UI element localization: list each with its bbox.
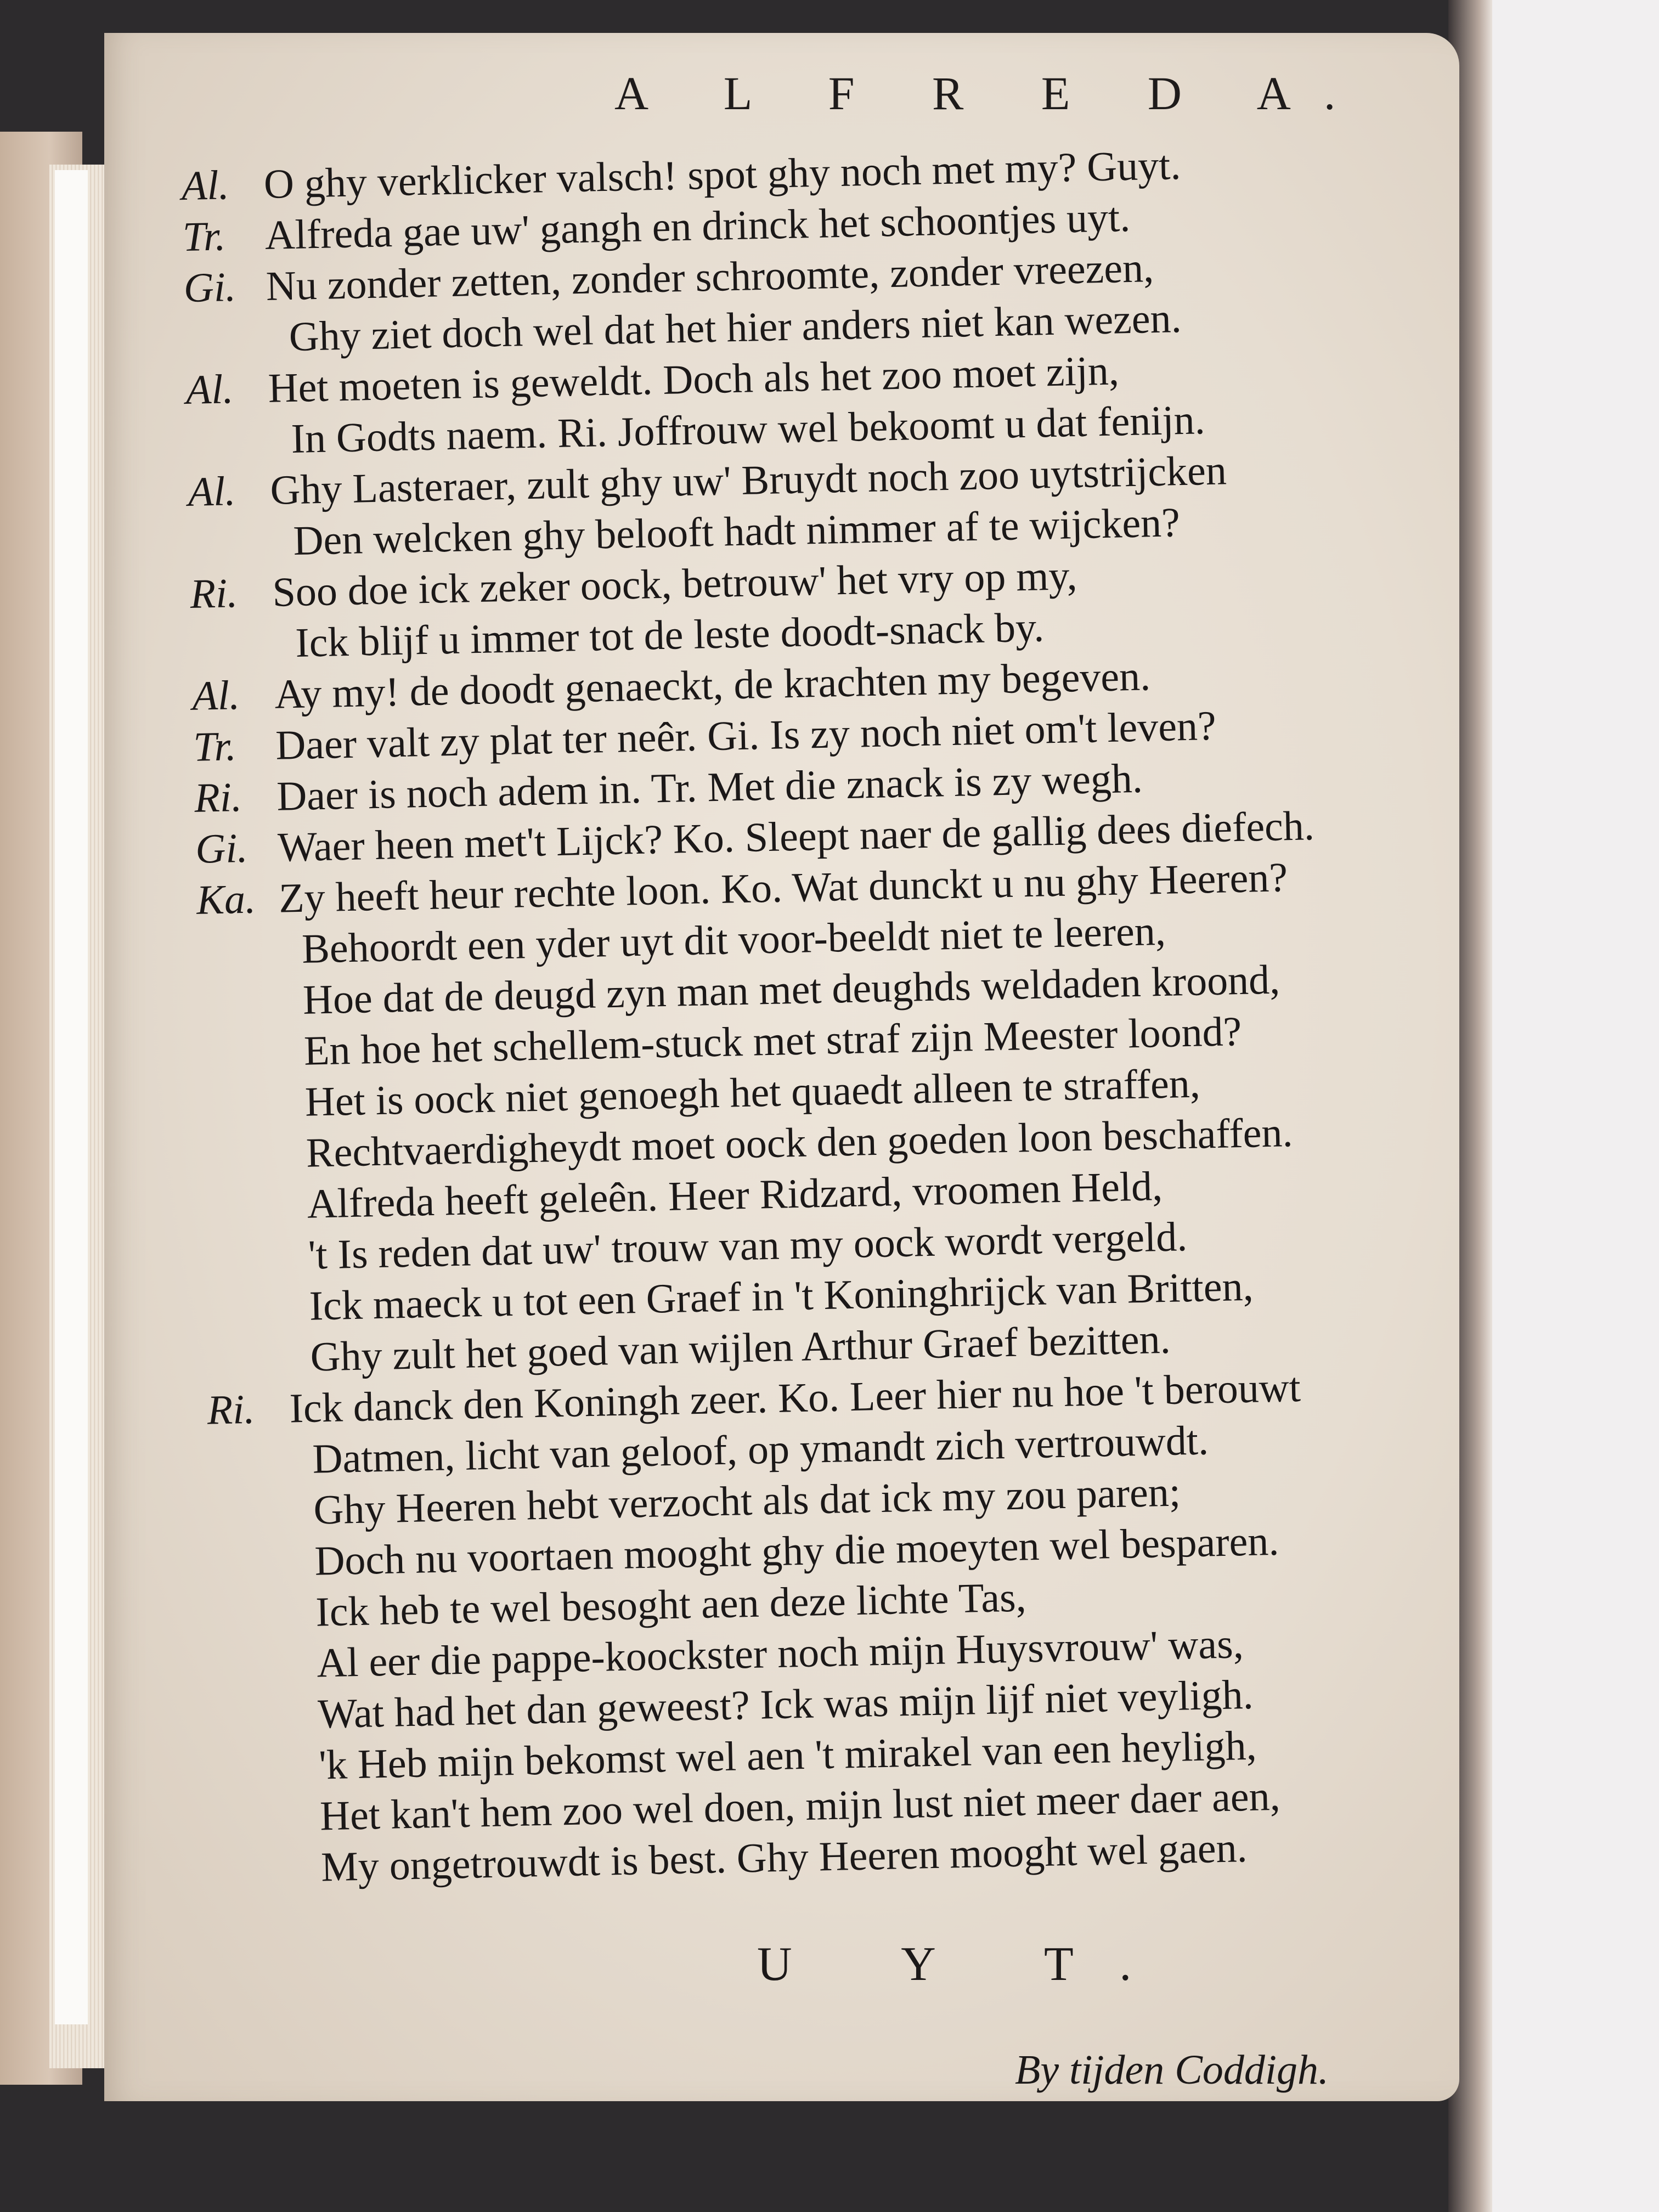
verse-text: Het is oock niet genoegh het quaedt alleen te straffen, bbox=[304, 1060, 1201, 1125]
verse-text: Daer valt zy plat ter neêr. Gi. Is zy noch niet om't leven? bbox=[275, 702, 1217, 769]
verse-text: Zy heeft heur rechte loon. Ko. Wat dunckt u nu ghy Heeren? bbox=[278, 854, 1288, 922]
speaker-label: Ri. bbox=[194, 774, 242, 821]
motto: By tijden Coddigh. bbox=[1015, 2047, 1329, 2093]
verse-text: Wat had het dan geweest? Ick was mijn lijf niet veyligh. bbox=[317, 1671, 1254, 1737]
speaker-label: Ri. bbox=[206, 1386, 256, 1434]
verse-text: Ghy Heeren hebt verzocht als dat ick my zou paren; bbox=[313, 1469, 1181, 1533]
verse-text: Ghy zult het goed van wijlen Arthur Graef bezitten. bbox=[309, 1316, 1171, 1380]
verse-text: Ick blijf u immer tot de leste doodt-snack by. bbox=[295, 604, 1045, 666]
verse-text: Behoordt een yder uyt dit voor-beeldt niet te leeren, bbox=[301, 907, 1166, 972]
verse-text: Ghy Lasteraer, zult ghy uw' Bruydt noch zoo uytstrijcken bbox=[269, 447, 1227, 514]
verse-text: Daer is noch adem in. Tr. Met die znack is zy wegh. bbox=[276, 755, 1143, 820]
speaker-label: Gi. bbox=[183, 264, 236, 312]
verse-text: Den welcken ghy belooft hadt nimmer af te wijcken? bbox=[292, 499, 1181, 565]
running-head: A L F R E D A. bbox=[614, 67, 1369, 120]
verse-text: Alfreda heeft geleên. Heer Ridzard, vroomen Held, bbox=[307, 1163, 1163, 1227]
end-mark: U Y T. bbox=[757, 1938, 1181, 1991]
speaker-label: Al. bbox=[181, 162, 230, 210]
speaker-label: Al. bbox=[187, 468, 236, 515]
verse-text: Het kan't hem zoo wel doen, mijn lust niet meer daer aen, bbox=[319, 1773, 1281, 1839]
speaker-label: Ri. bbox=[189, 570, 238, 617]
verse-text: O ghy verklicker valsch! spot ghy noch met my? Guyt. bbox=[263, 142, 1182, 207]
verse-text: En hoe het schellem-stuck met straf zijn Meester loond? bbox=[303, 1008, 1243, 1074]
verse-text: Hoe dat de deugd zyn man met deughds weldaden kroond, bbox=[302, 956, 1280, 1023]
speaker-label: Tr. bbox=[193, 723, 237, 770]
verse-text: Ay my! de doodt genaeckt, de krachten my begeven. bbox=[274, 653, 1151, 718]
speaker-label: Ka. bbox=[196, 876, 256, 923]
verse-text: Al eer die pappe-koockster noch mijn Huysvrouw' was, bbox=[316, 1621, 1244, 1686]
speaker-label: Gi. bbox=[195, 825, 249, 872]
verse-text: Waer heen met't Lijck? Ko. Sleept naer de gallig dees diefech. bbox=[277, 803, 1315, 871]
speaker-label: Tr. bbox=[182, 213, 227, 261]
verse-block bbox=[181, 134, 1506, 1893]
verse-text: Alfreda gae uw' gangh en drinck het schoontjes uyt. bbox=[264, 194, 1131, 258]
verse-text: Soo doe ick zeker oock, betrouw' het vry op my, bbox=[272, 552, 1078, 616]
speaker-label: Al. bbox=[185, 366, 234, 414]
verse-text: Doch nu voortaen mooght ghy die moeyten wel besparen. bbox=[314, 1517, 1280, 1584]
verse-text: Ick maeck u tot een Graef in 't Koninghrijck van Britten, bbox=[308, 1263, 1254, 1329]
verse-text: 't Is reden dat uw' trouw van my oock wordt vergeld. bbox=[307, 1214, 1188, 1278]
verse-text: Datmen, licht van geloof, op ymandt zich vertrouwdt. bbox=[312, 1417, 1209, 1482]
verse-text: Ick heb te wel besoght aen deze lichte Tas, bbox=[315, 1574, 1027, 1635]
verse-text: In Godts naem. Ri. Joffrouw wel bekoomt u dat fenijn. bbox=[290, 397, 1206, 462]
inserted-slip bbox=[55, 170, 88, 2024]
verse-text: Nu zonder zetten, zonder schroomte, zonder vreezen, bbox=[265, 245, 1154, 309]
verse-text: Ick danck den Koningh zeer. Ko. Leer hier nu hoe 't berouwt bbox=[289, 1364, 1301, 1432]
speaker-label: Al. bbox=[191, 672, 240, 719]
verse-text: Het moeten is geweldt. Doch als het zoo moet zijn, bbox=[267, 347, 1120, 411]
verse-text: 'k Heb mijn bekomst wel aen 't mirakel van een heyligh, bbox=[318, 1722, 1257, 1788]
verse-text: Ghy ziet doch wel dat het hier anders niet kan wezen. bbox=[288, 295, 1182, 360]
background-right bbox=[1481, 0, 1659, 2212]
verse-text: My ongetrouwdt is best. Ghy Heeren mooght wel gaen. bbox=[320, 1825, 1248, 1891]
verse-text: Rechtvaerdigheydt moet oock den goeden loon beschaffen. bbox=[306, 1109, 1294, 1176]
